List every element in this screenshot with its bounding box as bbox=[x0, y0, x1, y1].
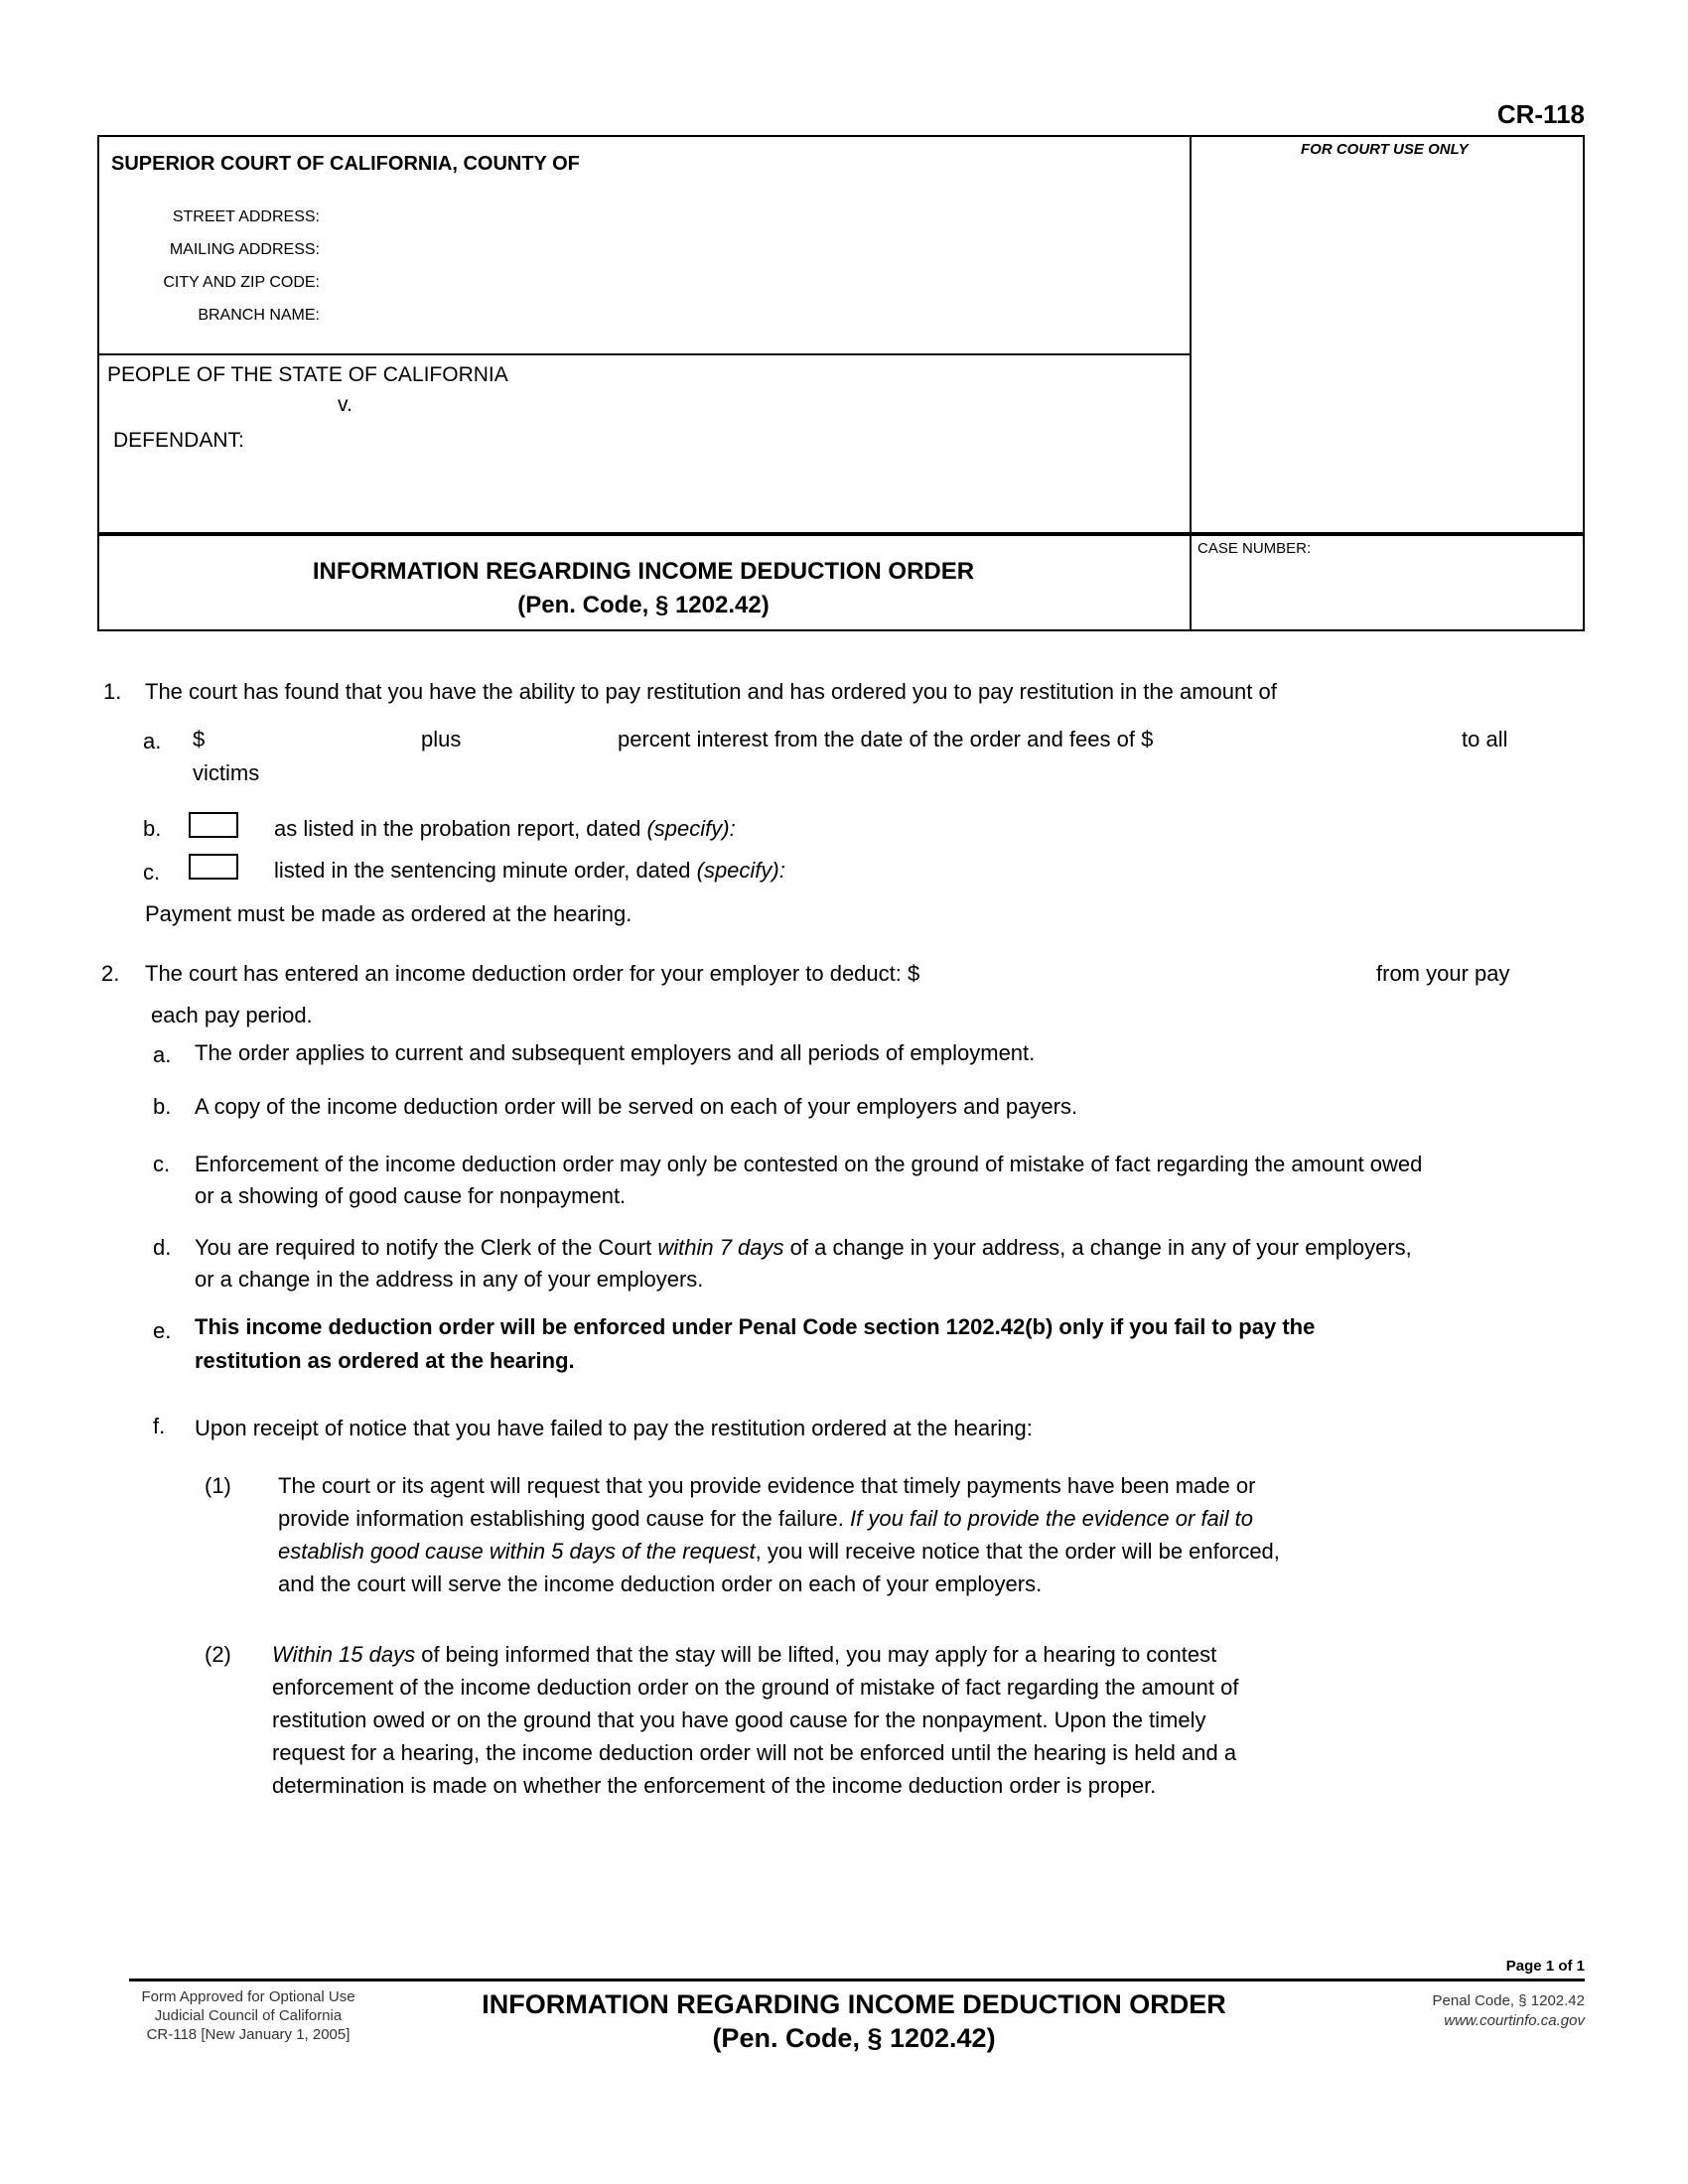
item2-each-period: each pay period. bbox=[151, 1003, 313, 1027]
item2f-text: Upon receipt of notice that you have failed to pay the restitution ordered at the hearing: bbox=[195, 1416, 1033, 1440]
item1a-to-all: to all bbox=[1462, 727, 1508, 751]
item2f1-line2-pre: provide information establishing good cause for the failure. bbox=[278, 1506, 851, 1531]
footer-subtitle: (Pen. Code, § 1202.42) bbox=[712, 2023, 996, 2053]
branch-name-label: BRANCH NAME: bbox=[198, 307, 320, 324]
footer-approval-line2: Judicial Council of California bbox=[154, 2007, 343, 2024]
item2d-post: of a change in your address, a change in any of your employers, bbox=[783, 1235, 1412, 1260]
item2f1-line1: The court or its agent will request that you provide evidence that timely payments have been made or bbox=[278, 1473, 1256, 1498]
item1c-specify: (specify): bbox=[696, 858, 785, 883]
mailing-address-label: MAILING ADDRESS: bbox=[169, 241, 320, 258]
footer-approval-line3: CR-118 [New January 1, 2005] bbox=[146, 2026, 351, 2043]
city-zip-label: CITY AND ZIP CODE: bbox=[163, 274, 320, 291]
form-title: INFORMATION REGARDING INCOME DEDUCTION ORDER bbox=[312, 558, 975, 585]
footer-reference bbox=[1433, 1991, 1585, 2031]
item2d-label: d. bbox=[153, 1235, 172, 1260]
item2f1-line4: and the court will serve the income deduction order on each of your employers. bbox=[278, 1571, 1043, 1596]
item1-text: The court has found that you have the ability to pay restitution and has ordered you to pay restitution in the amount of bbox=[145, 679, 1277, 704]
footer-website-link[interactable]: www.courtinfo.ca.gov bbox=[1444, 2012, 1585, 2029]
item2f2-line2: enforcement of the income deduction order on the ground of mistake of fact regarding the amount of bbox=[272, 1675, 1239, 1700]
item1a-plus: plus bbox=[421, 727, 462, 751]
page-indicator: Page 1 of 1 bbox=[1505, 1958, 1585, 1975]
item2c-label: c. bbox=[153, 1152, 171, 1176]
item1b-specify: (specify): bbox=[646, 816, 736, 841]
item2f2-italic: Within 15 days bbox=[272, 1642, 416, 1667]
item2f2-line1-post: of being informed that the stay will be lifted, you may apply for a hearing to contest bbox=[415, 1642, 1217, 1667]
item2-text: The court has entered an income deduction order for your employer to deduct: $ bbox=[145, 961, 920, 986]
item2f2-line5: determination is made on whether the enforcement of the income deduction order is proper. bbox=[272, 1773, 1157, 1798]
item2f1-line2 bbox=[278, 1502, 1253, 1535]
item2f2-label: (2) bbox=[205, 1642, 231, 1667]
footer-approval-line1: Form Approved for Optional Use bbox=[141, 1988, 355, 2005]
footer-divider bbox=[129, 1979, 1585, 1981]
item2a-label: a. bbox=[153, 1042, 172, 1067]
item2f1-label: (1) bbox=[205, 1473, 231, 1498]
defendant-label: DEFENDANT: bbox=[113, 429, 244, 452]
item1-number: 1. bbox=[103, 679, 122, 704]
item2f2-line4: request for a hearing, the income deduction order will not be enforced until the hearing is held and a bbox=[272, 1740, 1237, 1765]
item1a-victims: victims bbox=[193, 760, 260, 785]
item2f1-line3 bbox=[278, 1535, 1280, 1568]
item2b-label: b. bbox=[153, 1094, 172, 1119]
plaintiff-label: PEOPLE OF THE STATE OF CALIFORNIA bbox=[107, 363, 508, 386]
item1b-line bbox=[274, 812, 736, 845]
versus-label: v. bbox=[338, 393, 352, 416]
item2f2-line3: restitution owed or on the ground that you have good cause for the nonpayment. Upon the timely bbox=[272, 1707, 1206, 1732]
item2e-line1: This income deduction order will be enforced under Penal Code section 1202.42(b) only if you fail to pay the bbox=[195, 1314, 1316, 1339]
item1c-line bbox=[274, 854, 785, 887]
item1b-checkbox[interactable] bbox=[189, 812, 238, 838]
item2-number: 2. bbox=[101, 961, 120, 986]
item2d-pre: You are required to notify the Clerk of the Court bbox=[195, 1235, 658, 1260]
item1-payment-note: Payment must be made as ordered at the hearing. bbox=[145, 901, 633, 926]
item1a-dollar: $ bbox=[193, 727, 206, 751]
item2e-label: e. bbox=[153, 1318, 172, 1343]
item2d-line2: or a change in the address in any of your employers. bbox=[195, 1267, 704, 1292]
item1c-label: c. bbox=[143, 860, 161, 885]
item2d-italic: within 7 days bbox=[657, 1235, 784, 1260]
item2d-line1 bbox=[195, 1231, 1412, 1264]
form-subtitle: (Pen. Code, § 1202.42) bbox=[517, 592, 770, 618]
street-address-label: STREET ADDRESS: bbox=[172, 208, 320, 225]
footer-approval bbox=[127, 1987, 369, 2044]
court-use-only-label: FOR COURT USE ONLY bbox=[1301, 141, 1469, 158]
item2f-label: f. bbox=[153, 1414, 166, 1438]
item2f1-line3-italic: establish good cause within 5 days of the request bbox=[278, 1539, 756, 1564]
item2f1-line2-italic: If you fail to provide the evidence or fail to bbox=[850, 1506, 1254, 1531]
item2b-text: A copy of the income deduction order will be served on each of your employers and payers. bbox=[195, 1094, 1078, 1119]
item2f2-line1 bbox=[272, 1638, 1216, 1671]
item2c-line1: Enforcement of the income deduction order may only be contested on the ground of mistake of fact regarding the amount owed bbox=[195, 1152, 1423, 1176]
item1c-checkbox[interactable] bbox=[189, 854, 238, 880]
court-use-box bbox=[1190, 135, 1585, 534]
item2-from-pay: from your pay bbox=[1376, 961, 1510, 986]
item1a-percent-text: percent interest from the date of the order and fees of $ bbox=[618, 727, 1154, 751]
item2e-line2: restitution as ordered at the hearing. bbox=[195, 1348, 575, 1373]
footer-title: INFORMATION REGARDING INCOME DEDUCTION ORDER bbox=[482, 1989, 1226, 2019]
case-number-label: CASE NUMBER: bbox=[1197, 540, 1312, 557]
item1b-text: as listed in the probation report, dated bbox=[274, 816, 641, 841]
footer-penal-code: Penal Code, § 1202.42 bbox=[1432, 1992, 1585, 2009]
item2a-text: The order applies to current and subsequent employers and all periods of employment. bbox=[195, 1040, 1036, 1065]
item2f1-line3-post: , you will receive notice that the order will be enforced, bbox=[755, 1539, 1280, 1564]
item2c-line2: or a showing of good cause for nonpayment. bbox=[195, 1183, 627, 1208]
court-county-label: SUPERIOR COURT OF CALIFORNIA, COUNTY OF bbox=[111, 153, 580, 175]
form-number: CR-118 bbox=[1496, 99, 1585, 129]
item1a-label: a. bbox=[143, 729, 162, 753]
item1c-text: listed in the sentencing minute order, dated bbox=[274, 858, 691, 883]
item1b-label: b. bbox=[143, 816, 162, 841]
